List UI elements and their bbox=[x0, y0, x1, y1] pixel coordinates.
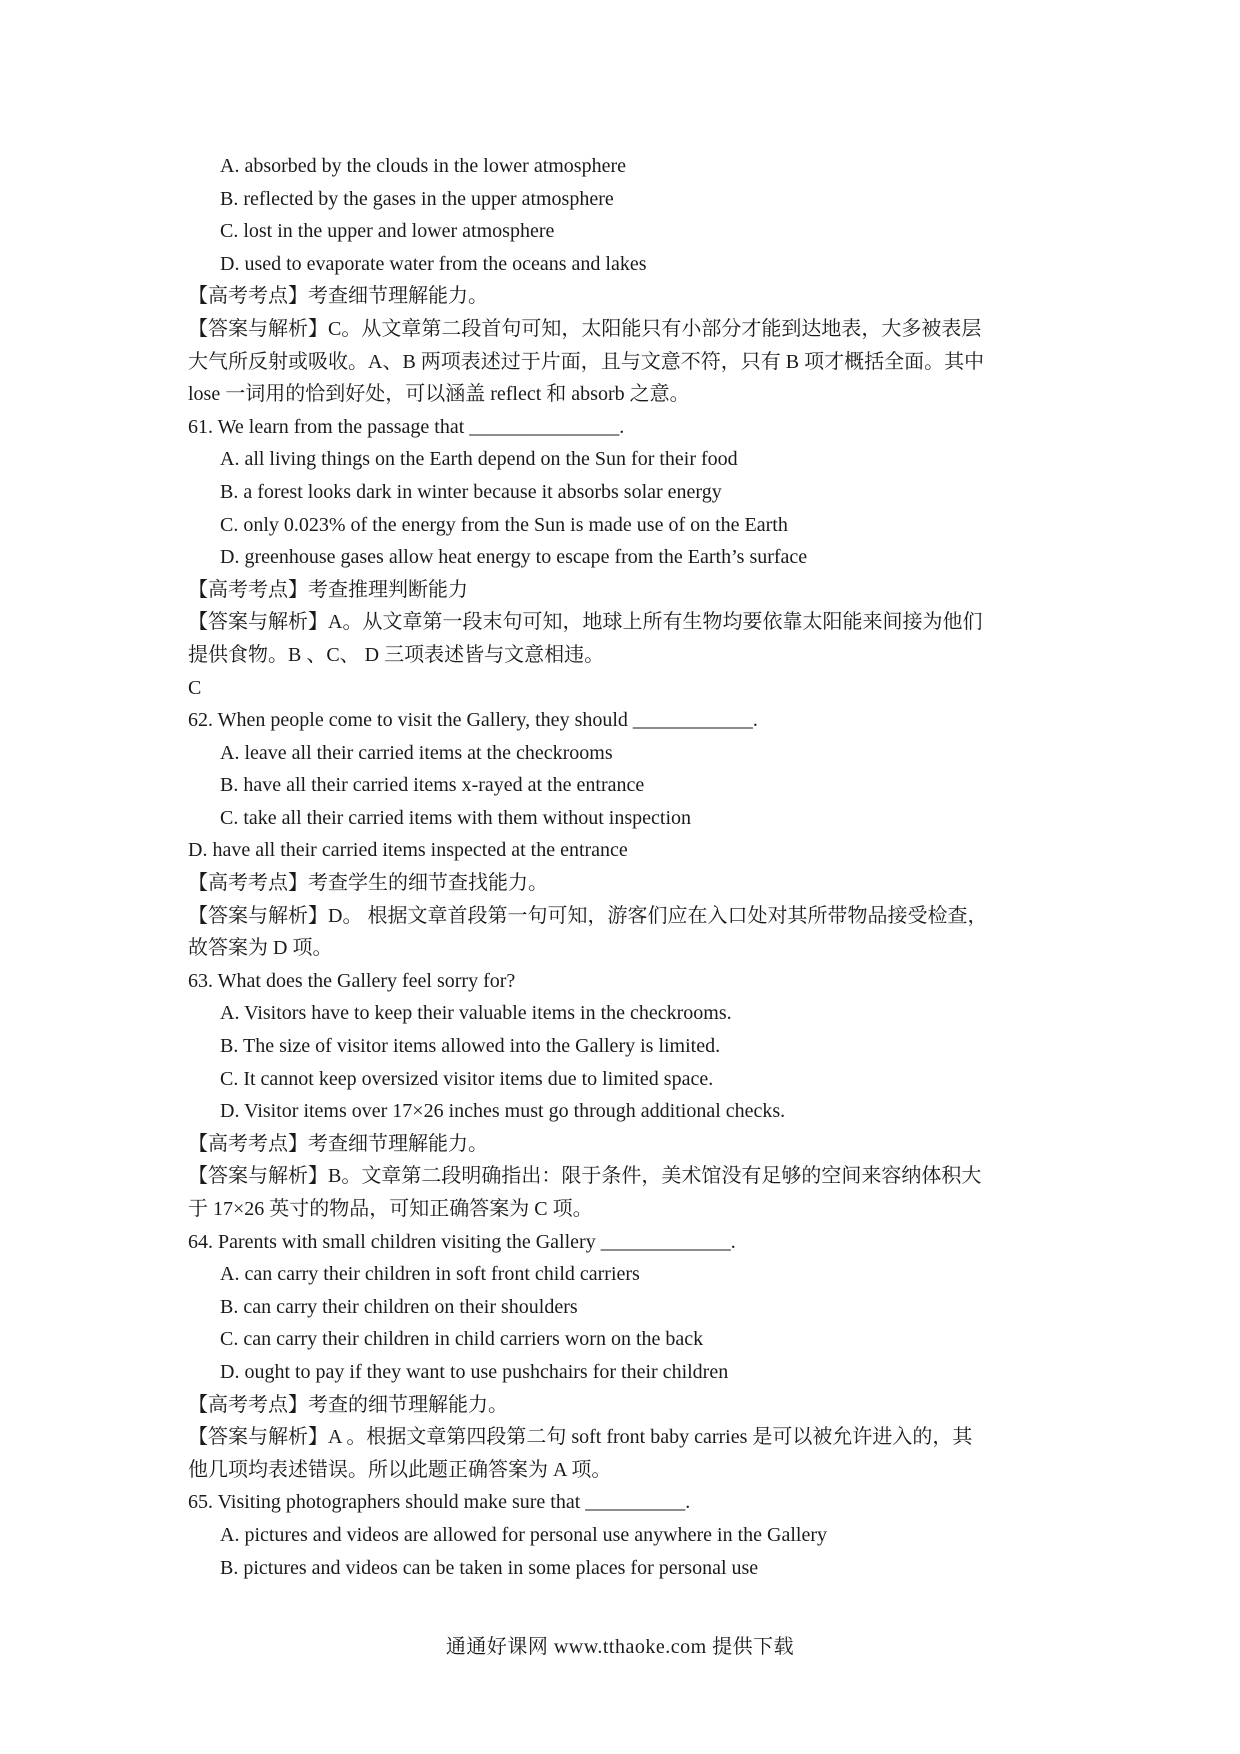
page-content bbox=[188, 150, 1068, 1584]
q60-exam-point: 【高考考点】考查细节理解能力。 bbox=[188, 285, 488, 308]
q61-analysis-line-1: 【答案与解析】A。从文章第一段末句可知，地球上所有生物均要依靠太阳能来间接为他们 bbox=[188, 611, 983, 634]
q64-stem: 64. Parents with small children visiting the Gallery _____________. bbox=[188, 1230, 736, 1253]
q60-option-c: C. lost in the upper and lower atmosphere bbox=[220, 220, 555, 243]
q60-analysis-line-3: lose 一词用的恰到好处，可以涵盖 reflect 和 absorb 之意。 bbox=[188, 383, 690, 406]
q60-analysis-line-1: 【答案与解析】C。从文章第二段首句可知，太阳能只有小部分才能到达地表，大多被表层 bbox=[188, 317, 982, 340]
q61-option-c: C. only 0.023% of the energy from the Sun is made use of on the Earth bbox=[220, 513, 788, 536]
q63-option-c: C. It cannot keep oversized visitor items due to limited space. bbox=[220, 1067, 714, 1090]
q65-option-a: A. pictures and videos are allowed for personal use anywhere in the Gallery bbox=[220, 1523, 828, 1546]
q62-stem: 62. When people come to visit the Gallery, they should ____________. bbox=[188, 709, 758, 732]
q61-exam-point: 【高考考点】考查推理判断能力 bbox=[188, 578, 468, 601]
q65-stem: 65. Visiting photographers should make sure that __________. bbox=[188, 1491, 691, 1514]
q61-stem: 61. We learn from the passage that _______________. bbox=[188, 415, 625, 438]
q64-option-c: C. can carry their children in child carriers worn on the back bbox=[220, 1328, 704, 1351]
q63-option-b: B. The size of visitor items allowed into the Gallery is limited. bbox=[220, 1035, 721, 1058]
page-footer: 通通好课网 www.tthaoke.com 提供下载 bbox=[445, 1636, 795, 1658]
q63-exam-point: 【高考考点】考查细节理解能力。 bbox=[188, 1132, 488, 1155]
q63-option-a: A. Visitors have to keep their valuable items in the checkrooms. bbox=[220, 1002, 732, 1025]
q63-option-d: D. Visitor items over 17×26 inches must go through additional checks. bbox=[220, 1100, 786, 1123]
q64-analysis-line-1: 【答案与解析】A 。根据文章第四段第二句 soft front baby carries 是可以被允许进入的，其 bbox=[188, 1426, 973, 1449]
q60-option-b: B. reflected by the gases in the upper atmosphere bbox=[220, 187, 614, 210]
q63-analysis-line-2: 于 17×26 英寸的物品，可知正确答案为 C 项。 bbox=[188, 1198, 593, 1220]
q64-option-b: B. can carry their children on their shoulders bbox=[220, 1295, 578, 1318]
stray-answer-letter: C bbox=[188, 676, 202, 699]
q60-option-d: D. used to evaporate water from the oceans and lakes bbox=[220, 252, 647, 275]
q60-option-a: A. absorbed by the clouds in the lower atmosphere bbox=[220, 155, 627, 177]
q62-exam-point: 【高考考点】考查学生的细节查找能力。 bbox=[188, 872, 548, 895]
q64-option-d: D. ought to pay if they want to use pushchairs for their children bbox=[220, 1360, 729, 1383]
q62-analysis-line-2: 故答案为 D 项。 bbox=[188, 937, 333, 960]
q61-option-a: A. all living things on the Earth depend on the Sun for their food bbox=[220, 448, 738, 471]
q62-option-c: C. take all their carried items with them without inspection bbox=[220, 806, 691, 829]
q60-analysis-line-2: 大气所反射或吸收。A、B 两项表述过于片面，且与文意不符，只有 B 项才概括全面。其中 bbox=[188, 350, 985, 373]
q64-option-a: A. can carry their children in soft front child carriers bbox=[220, 1263, 640, 1286]
q65-option-b: B. pictures and videos can be taken in some places for personal use bbox=[220, 1556, 759, 1579]
q64-exam-point: 【高考考点】考查的细节理解能力。 bbox=[188, 1393, 508, 1416]
q62-option-a: A. leave all their carried items at the checkrooms bbox=[220, 741, 613, 764]
q61-analysis-line-2: 提供食物。B 、C、 D 三项表述皆与文意相违。 bbox=[188, 643, 605, 666]
q62-option-b: B. have all their carried items x-rayed at the entrance bbox=[220, 774, 645, 797]
q61-option-b: B. a forest looks dark in winter because it absorbs solar energy bbox=[220, 480, 722, 503]
q63-stem: 63. What does the Gallery feel sorry for? bbox=[188, 969, 516, 992]
q62-option-d: D. have all their carried items inspected at the entrance bbox=[188, 839, 628, 862]
q61-option-d: D. greenhouse gases allow heat energy to escape from the Earth’s surface bbox=[220, 546, 808, 569]
q62-analysis-line-1: 【答案与解析】D。 根据文章首段第一句可知，游客们应在入口处对其所带物品接受检查， bbox=[188, 904, 988, 927]
q64-analysis-line-2: 他几项均表述错误。所以此题正确答案为 A 项。 bbox=[188, 1458, 612, 1481]
q63-analysis-line-1: 【答案与解析】B。文章第二段明确指出：限于条件，美术馆没有足够的空间来容纳体积大 bbox=[188, 1165, 982, 1188]
